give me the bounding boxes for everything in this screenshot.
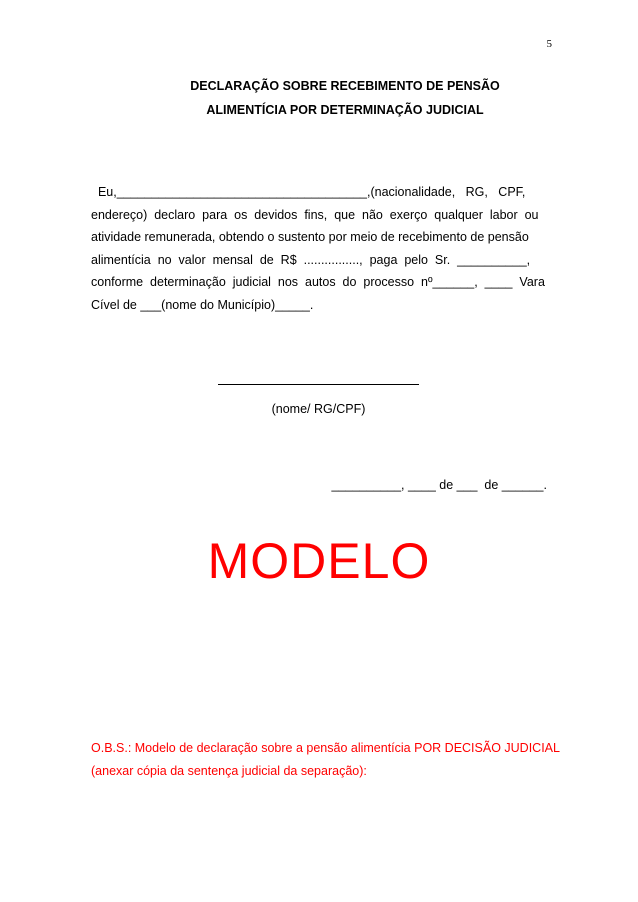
declaration-body bbox=[91, 181, 546, 316]
page-number: 5 bbox=[546, 38, 552, 50]
body-line: alimentícia no valor mensal de R$ ................, paga pelo Sr. __________, bbox=[91, 252, 531, 267]
modelo-watermark: MODELO bbox=[207, 533, 431, 589]
body-line: conforme determinação judicial nos autos do processo nº______, ____ Vara bbox=[91, 275, 545, 289]
obs-line-2: (anexar cópia da sentença judicial da separação): bbox=[91, 763, 367, 778]
signature-caption: (nome/ RG/CPF) bbox=[271, 402, 366, 416]
obs-line-1: O.B.S.: Modelo de declaração sobre a pensão alimentícia POR DECISÃO JUDICIAL bbox=[91, 741, 560, 755]
obs-note bbox=[91, 737, 560, 782]
document-title bbox=[160, 74, 530, 122]
document-title-line-1: DECLARAÇÃO SOBRE RECEBIMENTO DE PENSÃO bbox=[190, 79, 500, 93]
body-line: endereço) declaro para os devidos fins, que não exerço qualquer labor ou bbox=[91, 207, 539, 222]
body-line: atividade remunerada, obtendo o sustento por meio de recebimento de pensão bbox=[91, 230, 529, 244]
signature-line bbox=[218, 384, 419, 385]
date-line: __________, ____ de ___ de ______. bbox=[331, 478, 547, 492]
body-line: Cível de ___(nome do Município)_____. bbox=[91, 297, 314, 312]
body-line: Eu,____________________________________,(nacionalidade, RG, CPF, bbox=[91, 185, 526, 199]
document-title-line-2: ALIMENTÍCIA POR DETERMINAÇÃO JUDICIAL bbox=[206, 103, 484, 117]
